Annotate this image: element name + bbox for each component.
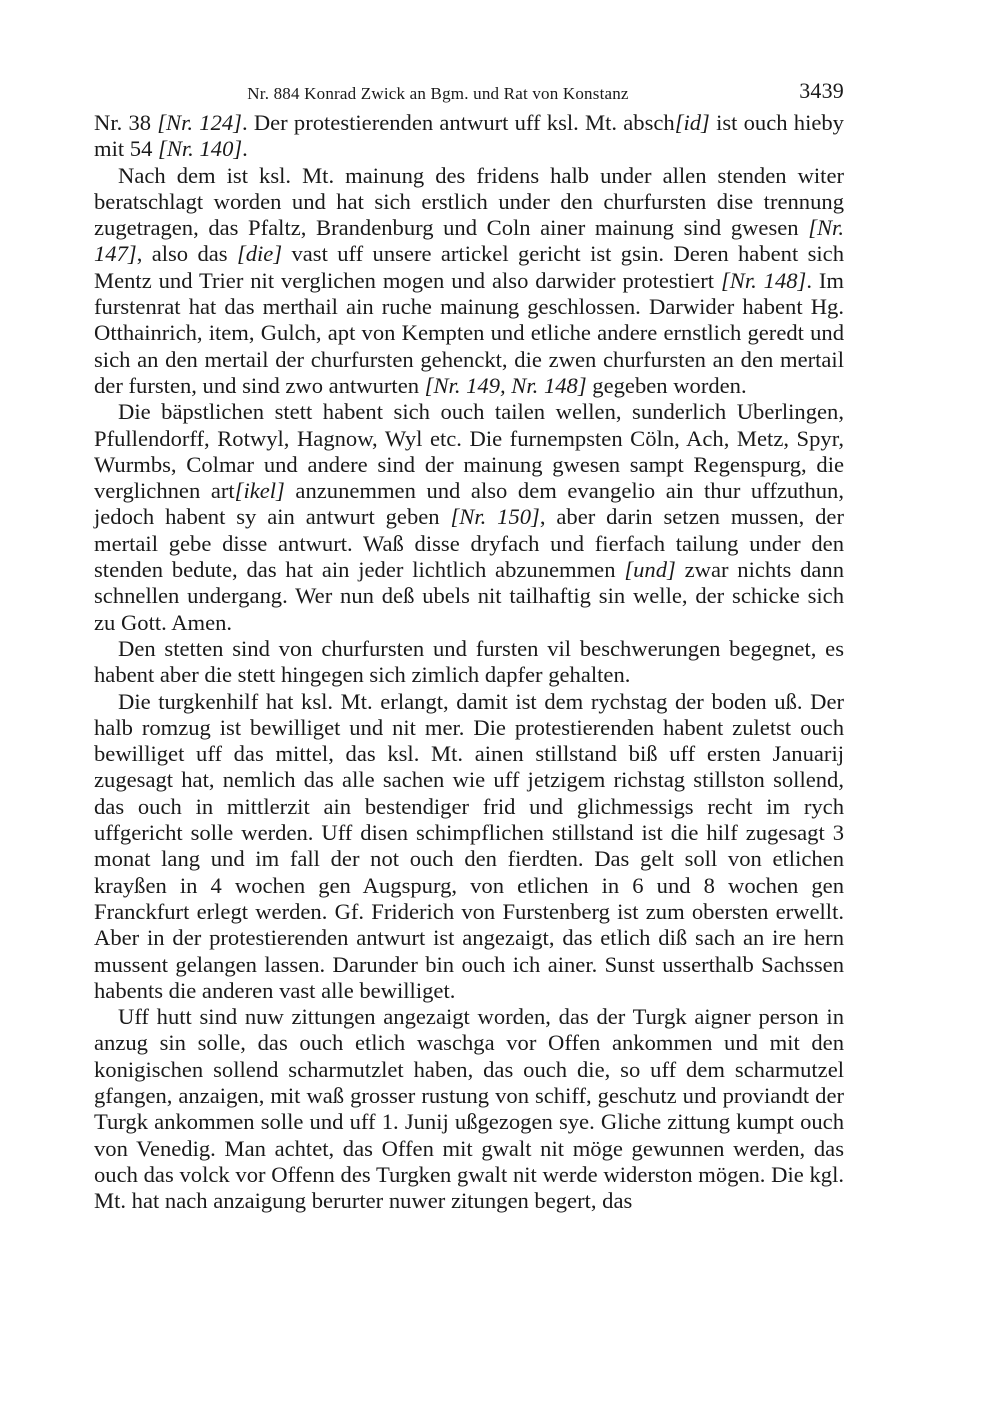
text-run: Nr. 38 <box>94 110 158 135</box>
text-run: vast uff unsere artickel gericht ist gsin. Deren habent sich Mentz und Trier nit verglichen mogen und also darwider protestiert <box>94 241 844 293</box>
editorial-reference: [Nr. 147] <box>94 215 844 267</box>
text-run: . <box>242 136 248 162</box>
page-number: 3439 <box>799 78 844 103</box>
text-run: anzunemmen und also dem evangelio ain thur uffzuthun, jedoch habent sy ain antwurt geben <box>94 478 844 530</box>
editorial-reference: [Nr. 148] <box>720 267 807 293</box>
paragraph <box>94 636 844 689</box>
text-run: ist ouch hieby mit 54 <box>94 110 844 162</box>
text-run: Uff hutt sind nuw zittungen angezaigt worden, das der Turgk aigner person in anzug sin solle, das ouch etlich waschga vor Offen ankommen und mit den konigischen sollend scharmutzlet haben, das ouch die, so uff dem scharmutzel gfangen, anzaigen, mit waß grosser rustung von schiff, geschutz und proviandt der Turgk ankommen solle und uff 1. Junij ußgezogen sye. Gliche zittung kumpt ouch von Venedig. Man achtet, das Offen mit gwalt nit möge gewunnen werden, das ouch das volck vor Offenn des Turgken gwalt nit werde widerston mögen. Die kgl. Mt. hat nach anzaigung berurter nuwer zitungen begert, das <box>94 1004 844 1214</box>
text-run: , also das <box>136 241 237 267</box>
paragraph <box>94 689 844 1005</box>
text-run: . Der protestierenden antwurt uff ksl. Mt. absch <box>241 110 675 135</box>
editorial-reference: [Nr. 124] <box>157 110 242 135</box>
editorial-reference: [id] <box>674 110 710 135</box>
editorial-reference: [Nr. 150] <box>450 504 540 530</box>
editorial-reference: [ikel] <box>234 478 285 504</box>
text-run: Die turgkenhilf hat ksl. Mt. erlangt, damit ist dem rychstag der boden uß. Der halb romzug ist bewilliget und nit mer. Die protestierenden habent zuletst ouch bewilliget uff das mittel, das ksl. Mt. ainen stillstand biß uff ersten Januarij zugesagt hat, nemlich das alle sachen wie uff jetzigem richstag stillston sollend, das ouch in mittlerzit ain bestendiger frid und glichmessigs recht im rych uffgericht solle werden. Uff disen schimpflichen stillstand ist die hilf zugesagt 3 monat lang und im fall der not ouch den fierdten. Das gelt soll von etlichen krayßen in 4 wochen gen Augspurg, von etlichen in 6 und 8 wochen gen Franckfurt erlegt werden. Gf. Friderich von Furstenberg ist zum obersten erwellt. Aber in der protestierenden antwurt ist angezaigt, das etlich diß sach an ire hern mussent gelangen lassen. Darunder bin ouch ich ainer. Sunst usserthalb Sachssen habents die anderen vast alle bewilliget. <box>94 688 844 1003</box>
text-run: . Im furstenrat hat das merthail ain ruche mainung geschlossen. Darwider habent Hg. Otthainrich, item, Gulch, apt von Kempten und etliche andere ernstlich geredt und sich an den mertail der churfursten gehenckt, die zwen churfursten an den mertail der fursten, und sind zwo antwurten <box>94 267 844 398</box>
paragraph <box>94 399 844 636</box>
paragraph <box>94 1004 844 1214</box>
editorial-reference: [Nr. 149, Nr. 148] <box>424 372 587 398</box>
text-run: Den stetten sind von churfursten und fursten vil beschwerungen begegnet, es habent aber die stett hingegen sich zimlich dapfer gehalten. <box>94 635 844 688</box>
text-run: zwar nichts dann schnellen undergang. Wer nun deß ubels nit tailhaftig sin welle, der schicke sich zu Gott. Amen. <box>94 557 844 635</box>
text-run: gegeben worden. <box>586 372 747 398</box>
document-page <box>94 76 844 1214</box>
editorial-reference: [die] <box>236 241 283 267</box>
paragraph <box>94 110 844 163</box>
paragraph <box>94 163 844 400</box>
editorial-reference: [und] <box>624 557 676 583</box>
text-run: , aber darin setzen mussen, der mertail gebe disse antwurt. Waß disse dryfach und fierfach tailung under den stenden bedute, das hat ain jeder lichtlich abzunemmen <box>94 504 844 583</box>
body-text <box>94 110 844 1214</box>
text-run: Nach dem ist ksl. Mt. mainung des fridens halb under allen stenden witer beratschlagt worden und hat sich erstlich under den churfursten dise trennung zugetragen, das Pfaltz, Brandenburg und Coln ainer mainung sind gwesen <box>94 162 844 241</box>
editorial-reference: [Nr. 140] <box>158 136 243 162</box>
text-run: Die bäpstlichen stett habent sich ouch tailen wellen, sunderlich Uberlingen, Pfullendorff, Rotwyl, Hagnow, Wyl etc. Die furnempsten Cöln, Ach, Metz, Spyr, Wurmbs, Colmar und andere sind der mainung gwesen sampt Regenspurg, die verglichnen art <box>94 399 844 504</box>
running-head <box>94 76 844 110</box>
running-title: Nr. 884 Konrad Zwick an Bgm. und Rat von Konstanz <box>247 84 629 103</box>
